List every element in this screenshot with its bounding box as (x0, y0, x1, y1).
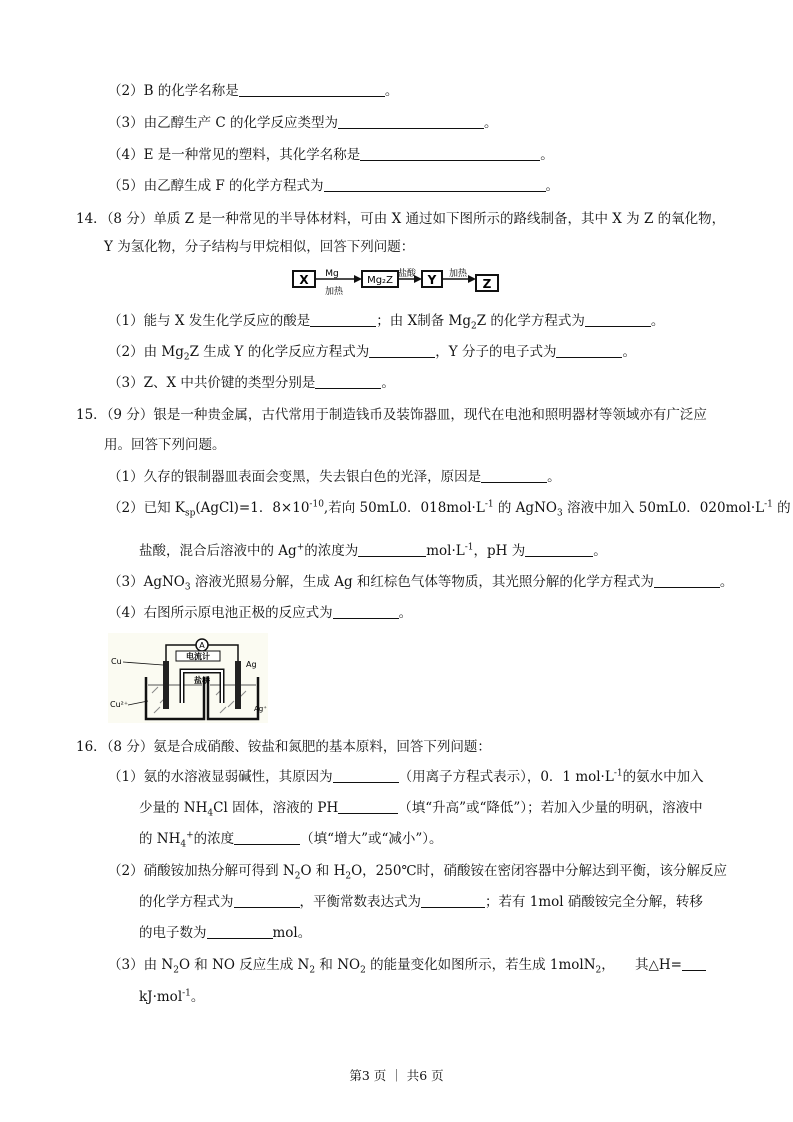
box-z-label: Z (482, 277, 492, 291)
box-y-label: Y (427, 273, 437, 287)
q15-part2: （2）已知 $K_{sp}(AgCl)=1$．$8\times 10^{-10}$,若向 50mL0．$018mol\cdot L^{-1}$ 的 AgNO$_3$ 溶液中加入 50mL0．$020mol\cdot L^{-1}$ 的 (108, 499, 791, 519)
q16-part1-cont: 少量的 $NH_4Cl$ 固体，溶液的 PH （填“升高”或“降低”）；若加入少量的明矾，溶液中 (139, 800, 703, 819)
answer-blank[interactable] (315, 374, 381, 389)
salt-bridge-label: 盐桥 (194, 676, 210, 685)
q15-part4: （4）右图所示原电池正极的反应式为 。 (108, 605, 413, 621)
q16-part3-cont: kJ·mol$^{-1}$。 (139, 988, 205, 1005)
q13-part3: （3）由乙醇生产 C 的化学反应类型为 。 (108, 115, 498, 131)
answer-blank[interactable] (207, 924, 273, 939)
q16-stem: 16．（8 分）氨是合成硝酸、铵盐和氮肥的基本原料，回答下列问题： (76, 739, 491, 755)
label-cu: Cu (111, 657, 122, 666)
answer-blank[interactable] (333, 768, 399, 783)
q16-part1-cont2: 的 $NH_4^+$的浓度 （填“增大”或“减小”）。 (139, 830, 443, 850)
answer-blank[interactable] (333, 604, 399, 619)
answer-blank[interactable] (421, 893, 485, 908)
answer-blank[interactable] (481, 468, 547, 483)
answer-blank[interactable] (556, 343, 622, 358)
answer-blank[interactable] (310, 312, 376, 327)
galvanic-cell-figure (108, 633, 268, 723)
q16-part3: （3）由 $N_2O$ 和 NO 反应生成 $N_2$ 和 $NO_2$ 的能量变化如图所示，若生成 1molN$_2$， 其△H= (108, 956, 706, 974)
q14-part2: （2）由 $Mg_2Z$ 生成 Y 的化学反应方程式为 ，Y 分子的电子式为 。 (108, 344, 636, 363)
label-ag-ion: Ag⁺ (254, 705, 267, 713)
answer-blank[interactable] (234, 830, 300, 845)
electrode-ag (235, 661, 241, 709)
q15-part3: （3）AgNO$_3$ 溶液光照易分解，生成 Ag 和红棕色气体等物质，其光照分解的化学方程式为 。 (108, 574, 734, 593)
answer-blank[interactable] (682, 956, 706, 971)
q15-stem-cont: 用。回答下列问题。 (104, 437, 226, 453)
q14-part1: （1）能与 X 发生化学反应的酸是 ；由 X制备 $Mg_2Z$ 的化学方程式为 。 (108, 313, 665, 332)
q14-flow-diagram (292, 267, 506, 297)
q15-stem: 15．（9 分）银是一种贵金属，古代常用于制造钱币及装饰器皿，现代在电池和照明器材等领域亦有广泛应 (76, 407, 707, 423)
answer-blank[interactable] (525, 542, 593, 557)
answer-blank[interactable] (654, 573, 720, 588)
reagent-acid: 盐酸 (397, 269, 417, 279)
q15-part1: （1）久存的银制器皿表面会变黑，失去银白色的光泽，原因是 。 (108, 469, 561, 485)
answer-blank[interactable] (324, 177, 546, 192)
answer-blank[interactable] (239, 82, 385, 97)
label-ag: Ag (246, 660, 257, 669)
q13-part2: （2）B 的化学名称是 。 (108, 83, 399, 99)
box-x-label: X (299, 273, 309, 287)
q14-part3: （3）Z、X 中共价键的类型分别是 。 (108, 375, 395, 391)
q15-part2-cont: 盐酸，混合后溶液中的 Ag+的浓度为 $mol\cdot L^{-1}$，pH 为 。 (139, 542, 607, 559)
q16-part2-cont: 的化学方程式为 ，平衡常数表达式为 ；若有 1mol 硝酸铵完全分解，转移 (139, 894, 703, 910)
q13-part4: （4）E 是一种常见的塑料，其化学名称是 。 (108, 147, 554, 163)
q13-part5: （5）由乙醇生成 F 的化学方程式为 。 (108, 178, 560, 194)
answer-blank[interactable] (585, 312, 651, 327)
answer-blank[interactable] (338, 799, 398, 814)
answer-blank[interactable] (358, 542, 426, 557)
answer-blank[interactable] (338, 114, 484, 129)
q14-stem: 14．（8 分）单质 Z 是一种常见的半导体材料，可由 X 通过如下图所示的路线制备，其中 X 为 Z 的氧化物， (76, 211, 726, 227)
box-mg2z-label: Mg₂Z (367, 275, 393, 286)
q14-stem-cont: Y 为氢化物，分子结构与甲烷相似，回答下列问题： (104, 239, 415, 255)
condition-heat-2: 加热 (448, 269, 468, 279)
answer-blank[interactable] (360, 146, 540, 161)
arrow-head-1 (354, 275, 362, 283)
page-footer: 第3 页 ｜ 共6 页 (349, 1068, 444, 1083)
answer-blank[interactable] (369, 343, 435, 358)
meter-label: 电流计 (186, 652, 210, 661)
condition-heat: 加热 (324, 287, 344, 297)
q16-part2: （2）硝酸铵加热分解可得到 $N_2O$ 和 $H_2O$，250℃时，硝酸铵在密闭容器中分解达到平衡，该分解反应 (108, 863, 728, 882)
q16-part1: （1）氨的水溶液显弱碱性，其原因为 （用离子方程式表示），0．1 $mol\cdot L^{-1}$的氨水中加入 (108, 768, 704, 785)
label-cu2: Cu²⁺ (110, 700, 129, 709)
q16-part2-cont2: 的电子数为 mol。 (139, 925, 312, 941)
ammeter-label: A (199, 641, 205, 650)
answer-blank[interactable] (234, 893, 300, 908)
reagent-mg: Mg (325, 269, 339, 279)
electrode-cu (163, 661, 169, 709)
arrow-head-3 (468, 275, 476, 283)
